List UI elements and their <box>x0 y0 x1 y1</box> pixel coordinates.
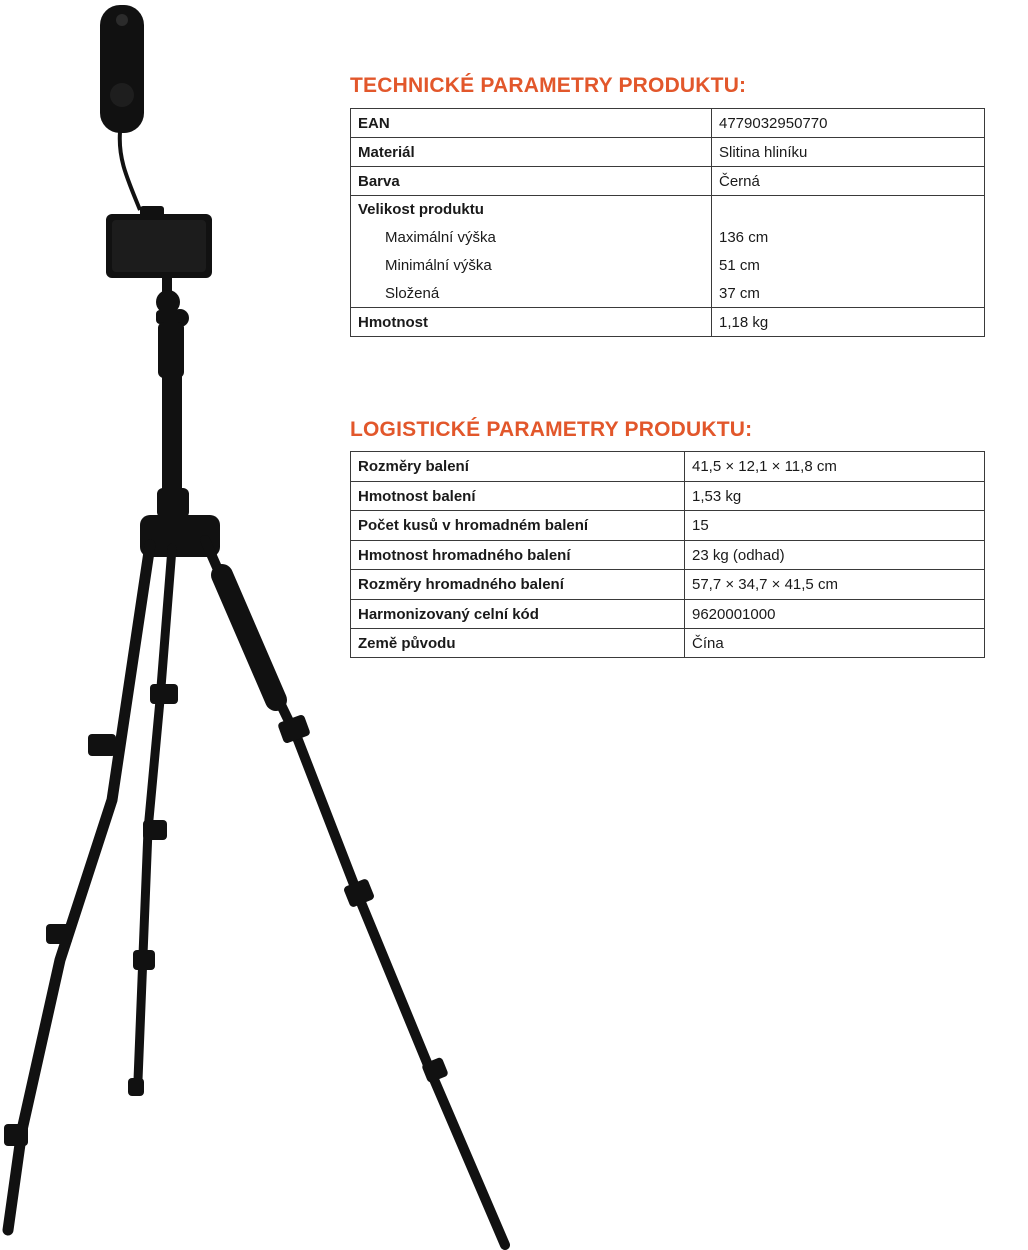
table-row <box>351 482 985 511</box>
table-row <box>351 600 985 629</box>
param-key: Maximální výška <box>351 224 712 252</box>
table-row <box>351 224 985 252</box>
table-row <box>351 280 985 308</box>
param-key: Minimální výška <box>351 252 712 280</box>
param-value: 1,18 kg <box>712 308 985 337</box>
param-key: Počet kusů v hromadném balení <box>351 511 685 541</box>
param-key: Velikost produktu <box>351 196 712 224</box>
param-value: 136 cm <box>712 224 985 252</box>
param-key: Hmotnost balení <box>351 482 685 511</box>
table-row <box>351 511 985 541</box>
table-row <box>351 452 985 482</box>
param-key: Hmotnost hromadného balení <box>351 541 685 570</box>
param-key: Harmonizovaný celní kód <box>351 600 685 629</box>
param-value: 4779032950770 <box>712 109 985 138</box>
technical-section-title: TECHNICKÉ PARAMETRY PRODUKTU: <box>350 74 747 97</box>
param-value <box>712 196 985 224</box>
param-value: 41,5 × 12,1 × 11,8 cm <box>685 452 985 482</box>
param-value: Černá <box>712 167 985 196</box>
table-row <box>351 167 985 196</box>
param-key: Rozměry hromadného balení <box>351 570 685 600</box>
table-row <box>351 541 985 570</box>
param-value: 1,53 kg <box>685 482 985 511</box>
logistic-parameters-table <box>350 451 985 658</box>
param-value: Čína <box>685 629 985 658</box>
param-value: 23 kg (odhad) <box>685 541 985 570</box>
param-value: 15 <box>685 511 985 541</box>
logistic-section-title: LOGISTICKÉ PARAMETRY PRODUKTU: <box>350 418 753 441</box>
table-row <box>351 138 985 167</box>
param-key: Materiál <box>351 138 712 167</box>
param-value: Slitina hliníku <box>712 138 985 167</box>
table-row <box>351 109 985 138</box>
param-value: 9620001000 <box>685 600 985 629</box>
param-key: EAN <box>351 109 712 138</box>
param-value: 37 cm <box>712 280 985 308</box>
param-key: Složená <box>351 280 712 308</box>
param-key: Barva <box>351 167 712 196</box>
technical-parameters-table <box>350 108 985 337</box>
param-value: 57,7 × 34,7 × 41,5 cm <box>685 570 985 600</box>
param-value: 51 cm <box>712 252 985 280</box>
table-row <box>351 570 985 600</box>
table-row <box>351 196 985 224</box>
table-row <box>351 629 985 658</box>
table-row <box>351 308 985 337</box>
param-key: Rozměry balení <box>351 452 685 482</box>
table-row <box>351 252 985 280</box>
param-key: Hmotnost <box>351 308 712 337</box>
param-key: Země původu <box>351 629 685 658</box>
